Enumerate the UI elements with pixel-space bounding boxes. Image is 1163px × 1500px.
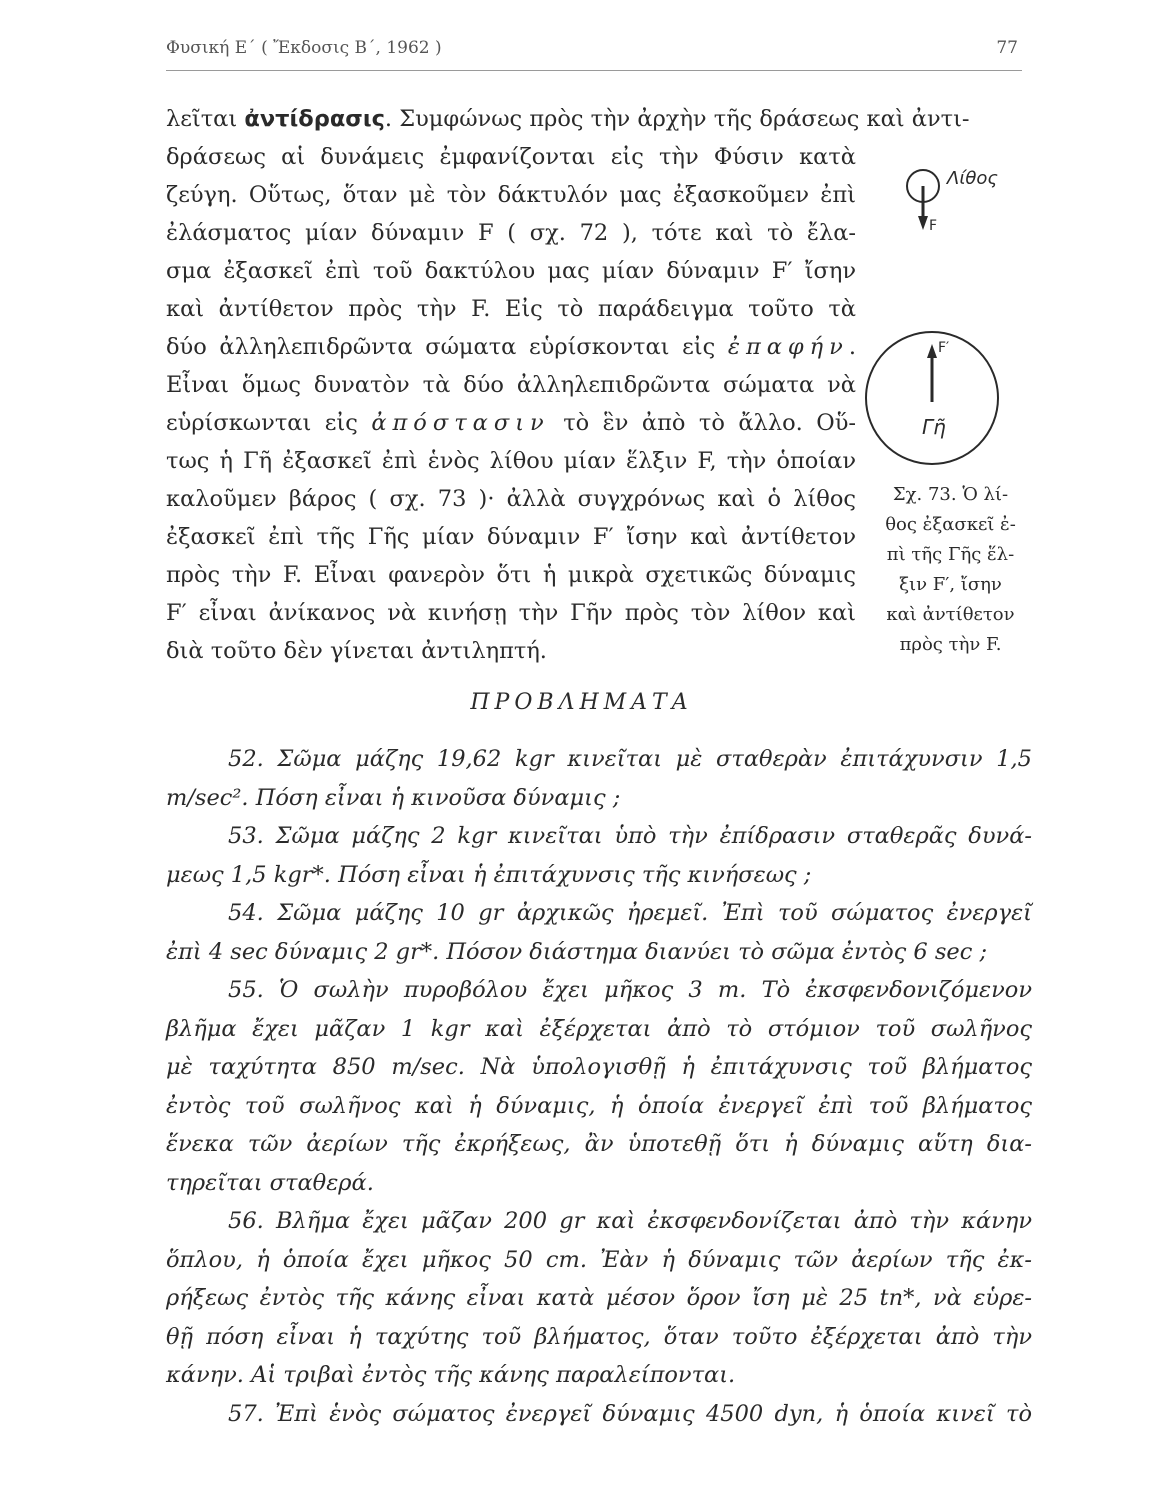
spaced-word: ἀπόστασιν	[371, 410, 550, 436]
force-f-prime-arrowhead	[927, 344, 937, 358]
caption-line: πὶ τῆς Γῆς ἕλ-	[886, 544, 1015, 565]
problem-line: θῇ πόση εἶναι ἡ ταχύτης τοῦ βλήματος, ὅταν τοῦτο ἐξέρχεται ἀπὸ τὴν	[166, 1323, 1032, 1350]
force-f-arrowhead	[918, 216, 928, 230]
problem-line: 53. Σῶμα μάζης 2 kgr κινεῖται ὑπὸ τὴν ἐπίδρασιν σταθερᾶς δυνά-	[228, 823, 1032, 849]
figure-73-earth-and-stone	[862, 322, 1002, 472]
problem-line: 55. Ὁ σωλὴν πυροβόλου ἔχει μῆκος 3 m. Τὸ ἐκσφενδονιζόμενον	[228, 977, 1032, 1003]
problem-line: ἐπὶ 4 sec δύναμις 2 gr*. Πόσον διάστημα διανύει τὸ σῶμα ἐντὸς 6 sec ;	[166, 938, 988, 965]
body-line: τως ἡ Γῆ ἐξασκεῖ ἐπὶ ἑνὸς λίθου μίαν ἕλξιν F, τὴν ὁποίαν	[166, 448, 856, 474]
problem-line: 52. Σῶμα μάζης 19,62 kgr κινεῖται μὲ σταθερὰν ἐπιτάχυνσιν 1,5	[228, 746, 1032, 772]
body-line: εὑρίσκωνται εἰς ἀπόστασιν τὸ ἓν ἀπὸ τὸ ἄλλο. Οὕ-	[166, 410, 856, 436]
running-title: Φυσική Ε΄ ( Ἔκδοσις Β΄, 1962 )	[166, 38, 442, 58]
body-line: ἐξασκεῖ ἐπὶ τῆς Γῆς μίαν δύναμιν F′ ἴσην καὶ ἀντίθετον	[166, 524, 856, 550]
problems-heading: ΠΡΟΒΛΗΜΑΤΑ	[470, 690, 693, 715]
body-line: F′ εἶναι ἀνίκανος νὰ κινήσῃ τὴν Γῆν πρὸς τὸν λίθον καὶ	[166, 600, 856, 626]
problem-line: ἕνεκα τῶν ἀερίων τῆς ἐκρήξεως, ἂν ὑποτεθῇ ὅτι ἡ δύναμις αὕτη δια-	[166, 1131, 1032, 1157]
caption-line: Σχ. 73. Ὁ λί-	[892, 484, 1009, 505]
problem-line: μεως 1,5 kgr*. Πόση εἶναι ἡ ἐπιτάχυνσις τῆς κινήσεως ;	[166, 861, 812, 888]
caption-line: καὶ ἀντίθετον	[886, 604, 1015, 625]
problem-line: 57. Ἐπὶ ἑνὸς σώματος ἐνεργεῖ δύναμις 4500 dyn, ἡ ὁποία κινεῖ τὸ	[228, 1400, 1032, 1427]
spaced-word: ἐπαφήν	[727, 334, 849, 360]
body-line: καλοῦμεν βάρος ( σχ. 73 )· ἀλλὰ συγχρόνως καὶ ὁ λίθος	[166, 486, 856, 512]
body-line: ἐλάσματος μίαν δύναμιν F ( σχ. 72 ), τότε καὶ τὸ ἔλα-	[166, 220, 856, 246]
problem-line: τηρεῖται σταθερά.	[166, 1169, 374, 1196]
stone-label: Λίθος	[947, 168, 998, 189]
problem-line: μὲ ταχύτητα 850 m/sec. Νὰ ὑπολογισθῇ ἡ ἐπιτάχυνσις τοῦ βλήματος	[166, 1054, 1032, 1080]
earth-label: Γῆ	[922, 415, 946, 439]
body-line: διὰ τοῦτο δὲν γίνεται ἀντιληπτή.	[166, 638, 547, 664]
body-line: σμα ἐξασκεῖ ἐπὶ τοῦ δακτύλου μας μίαν δύναμιν F′ ἴσην	[166, 258, 856, 284]
body-line: δράσεως αἱ δυνάμεις ἐμφανίζονται εἰς τὴν Φύσιν κατὰ	[166, 144, 856, 170]
force-f-label: F	[929, 218, 938, 234]
page-number: 77	[996, 38, 1018, 58]
figure-72-stone-on-finger	[905, 158, 1025, 238]
problem-line: 54. Σῶμα μάζης 10 gr ἀρχικῶς ἠρεμεῖ. Ἐπὶ τοῦ σώματος ἐνεργεῖ	[228, 900, 1032, 926]
body-line: Εἶναι ὅμως δυνατὸν τὰ δύο ἀλληλεπιδρῶντα σώματα νὰ	[166, 372, 856, 398]
force-f-prime-label: F′	[938, 340, 950, 356]
body-line: καὶ ἀντίθετον πρὸς τὴν F. Εἰς τὸ παράδειγμα τοῦτο τὰ	[166, 296, 856, 322]
problem-line: βλῆμα ἔχει μᾶζαν 1 kgr καὶ ἐξέρχεται ἀπὸ τὸ στόμιον τοῦ σωλῆνος	[166, 1015, 1032, 1042]
problems-list	[166, 740, 1032, 1433]
caption-line: πρὸς τὴν F.	[899, 634, 1002, 655]
problem-line: ὅπλου, ἡ ὁποία ἔχει μῆκος 50 cm. Ἐὰν ἡ δύναμις τῶν ἀερίων τῆς ἐκ-	[166, 1246, 1032, 1273]
bold-term: ἀντίδρασις	[244, 106, 385, 132]
problem-line: m/sec². Πόση εἶναι ἡ κινοῦσα δύναμις ;	[166, 784, 621, 811]
problem-line: κάνην. Αἱ τριβαὶ ἐντὸς τῆς κάνης παραλείπονται.	[166, 1362, 736, 1388]
problem-line: 56. Βλῆμα ἔχει μᾶζαν 200 gr καὶ ἐκσφενδονίζεται ἀπὸ τὴν κάνην	[228, 1208, 1032, 1234]
problem-line: ἐντὸς τοῦ σωλῆνος καὶ ἡ δύναμις, ἡ ὁποία ἐνεργεῖ ἐπὶ τοῦ βλήματος	[166, 1092, 1032, 1119]
caption-line: ξιν F′, ἴσην	[899, 574, 1002, 595]
figure-73-caption	[868, 480, 1033, 660]
body-line: δύο ἀλληλεπιδρῶντα σώματα εὑρίσκονται εἰς ἐπαφήν.	[166, 334, 856, 360]
running-header	[166, 30, 1022, 71]
problem-line: ρήξεως ἐντὸς τῆς κάνης εἶναι κατὰ μέσον ὅρον ἴση μὲ 25 tn*, νὰ εὑρε-	[166, 1285, 1032, 1311]
body-line: ζεύγη. Οὕτως, ὅταν μὲ τὸν δάκτυλόν μας ἐξασκοῦμεν ἐπὶ	[166, 182, 856, 208]
body-line: λεῖται ἀντίδρασις. Συμφώνως πρὸς τὴν ἀρχὴν τῆς δράσεως καὶ ἀντι-	[166, 106, 970, 132]
caption-line: θος ἐξασκεῖ ἐ-	[885, 514, 1016, 535]
body-line: πρὸς τὴν F. Εἶναι φανερὸν ὅτι ἡ μικρὰ σχετικῶς δύναμις	[166, 562, 856, 588]
